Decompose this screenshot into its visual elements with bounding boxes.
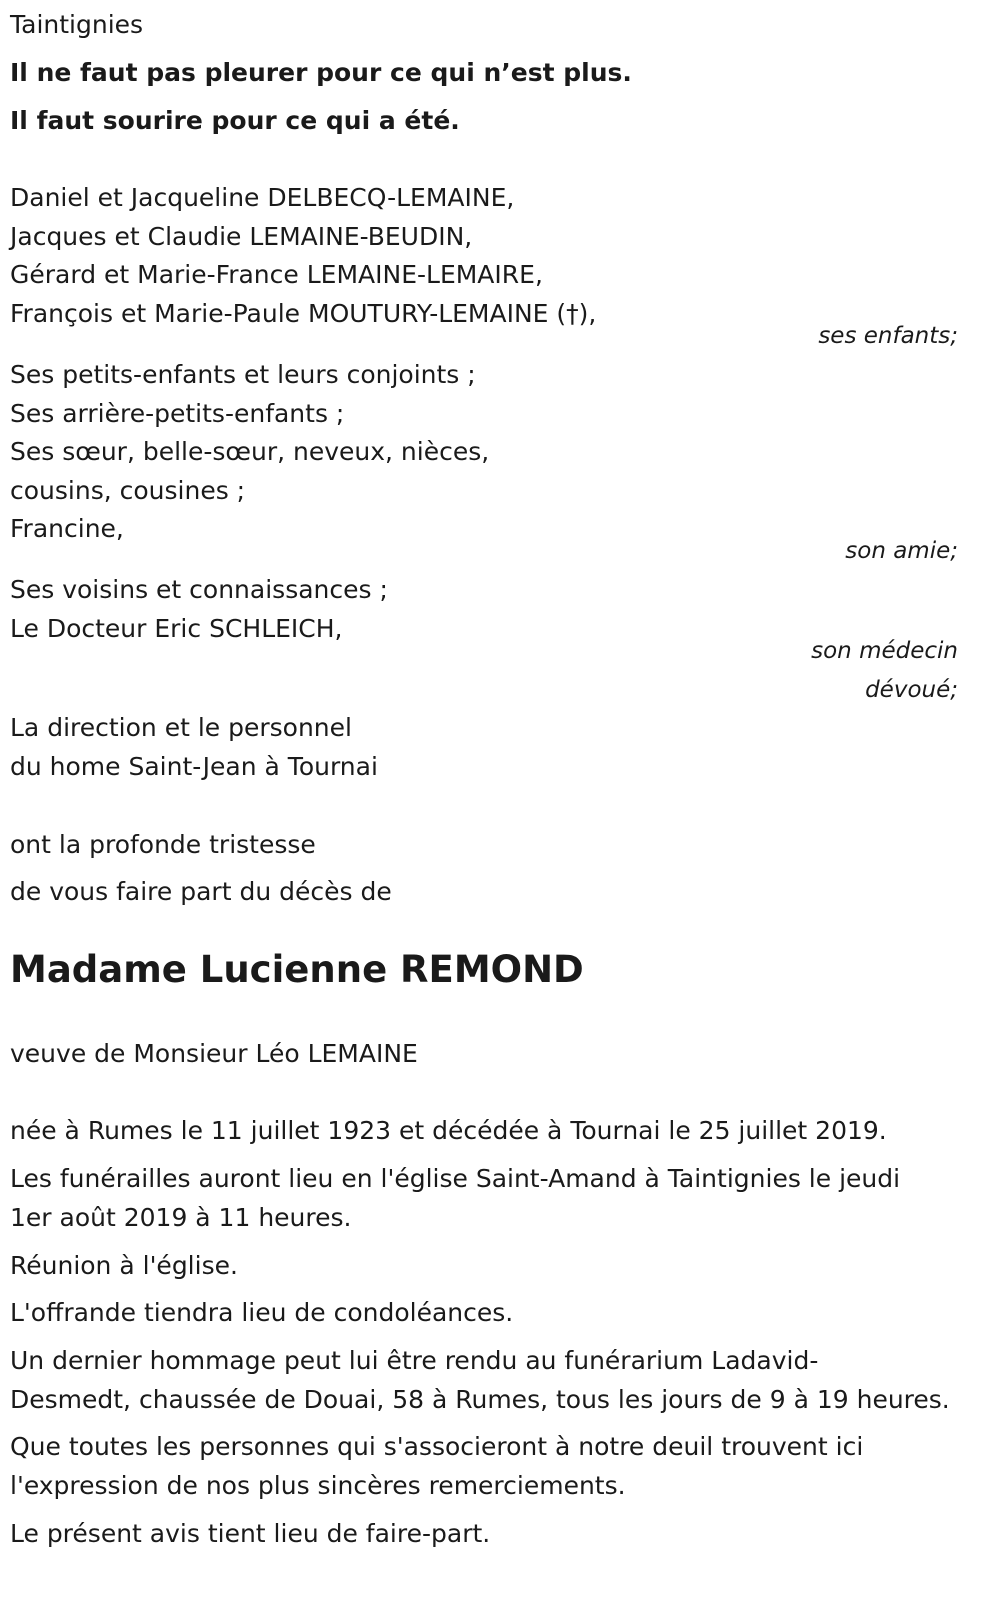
announcement-line-1: ont la profonde tristesse [10,830,316,859]
details-line: Un dernier hommage peut lui être rendu au funérarium Ladavid- [10,1346,819,1375]
family-line: Ses petits-enfants et leurs conjoints ; [10,360,476,389]
family-line: Ses sœur, belle-sœur, neveux, nièces, [10,437,490,466]
deceased-name: Madame Lucienne REMOND [10,948,584,991]
quote-line-2: Il faut sourire pour ce qui a été. [10,106,460,135]
quote-line-1: Il ne faut pas pleurer pour ce qui n’est plus. [10,58,632,87]
details-line: l'expression de nos plus sincères remerciements. [10,1471,626,1500]
home-line: du home Saint-Jean à Tournai [10,752,378,781]
family-line: Francine, [10,514,124,543]
details-line: Desmedt, chaussée de Douai, 58 à Rumes, tous les jours de 9 à 19 heures. [10,1385,950,1414]
child-line: Daniel et Jacqueline DELBECQ-LEMAINE, [10,183,515,212]
details-line: Que toutes les personnes qui s'associeront à notre deuil trouvent ici [10,1432,864,1461]
family-line: cousins, cousines ; [10,476,246,505]
child-line: Gérard et Marie-France LEMAINE-LEMAIRE, [10,260,543,289]
others-line: Ses voisins et connaissances ; [10,575,388,604]
announcement-line-2: de vous faire part du décès de [10,877,392,906]
friend-role-label: son amie; [845,538,958,564]
home-line: La direction et le personnel [10,713,352,742]
child-line: Jacques et Claudie LEMAINE-BEUDIN, [10,222,473,251]
widow-of-line: veuve de Monsieur Léo LEMAINE [10,1039,418,1068]
details-line: L'offrande tiendra lieu de condoléances. [10,1298,514,1327]
family-line: Ses arrière-petits-enfants ; [10,399,345,428]
doctor-role-label-2: dévoué; [865,677,958,703]
child-line: François et Marie-Paule MOUTURY-LEMAINE (†), [10,299,597,328]
details-line: Réunion à l'église. [10,1251,238,1280]
children-role-label: ses enfants; [818,323,958,349]
town-heading: Taintignies [10,10,144,39]
details-line: 1er août 2019 à 11 heures. [10,1203,352,1232]
details-line: née à Rumes le 11 juillet 1923 et décédée à Tournai le 25 juillet 2019. [10,1116,887,1145]
details-line: Le présent avis tient lieu de faire-part. [10,1519,491,1548]
doctor-role-label-1: son médecin [811,638,958,664]
others-line: Le Docteur Eric SCHLEICH, [10,614,343,643]
details-line: Les funérailles auront lieu en l'église Saint-Amand à Taintignies le jeudi [10,1164,901,1193]
